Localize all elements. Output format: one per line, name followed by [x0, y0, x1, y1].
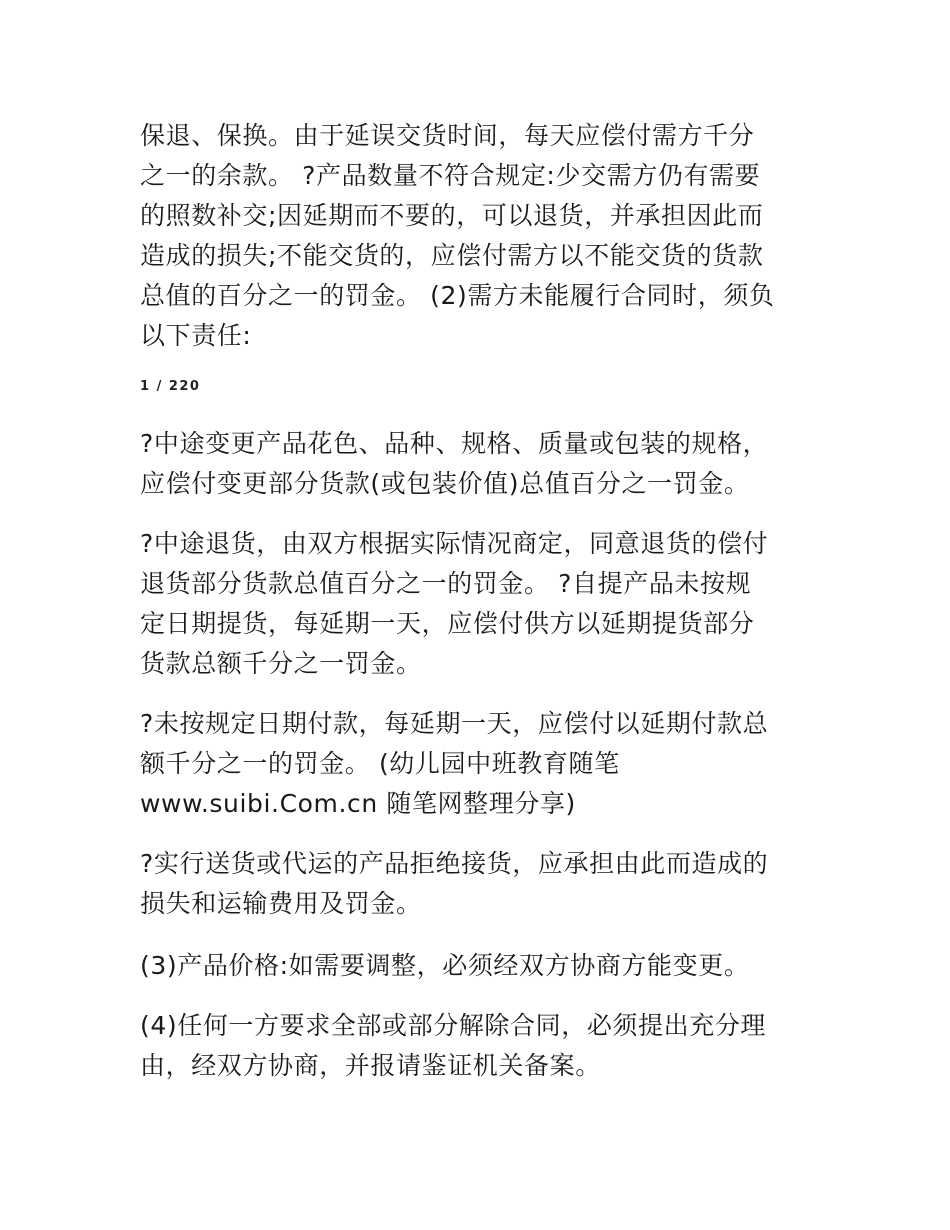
text-line: ?中途变更产品花色、品种、规格、质量或包装的规格， [140, 429, 769, 458]
text-line: ?未按规定日期付款，每延期一天，应偿付以延期付款总 [140, 709, 769, 738]
paragraph-5 [140, 844, 820, 924]
text-line: 造成的损失;不能交货的，应偿付需方以不能交货的货款 [140, 241, 764, 270]
paragraph-2 [140, 424, 820, 504]
text-line: 额千分之一的罚金。 (幼儿园中班教育随笔 [140, 749, 620, 778]
paragraph-7 [140, 1006, 820, 1086]
text-line: (4)任何一方要求全部或部分解除合同，必须提出充分理 [140, 1011, 767, 1040]
text-line: 保退、保换。由于延误交货时间，每天应偿付需方千分 [140, 121, 755, 150]
text-line: 的照数补交;因延期而不要的，可以退货，并承担因此而 [140, 201, 764, 230]
paragraph-1 [140, 116, 820, 356]
page-number: 1 / 220 [140, 379, 201, 394]
text-line: 应偿付变更部分货款(或包装价值)总值百分之一罚金。 [140, 469, 750, 498]
paragraph-3 [140, 524, 820, 684]
text-line: 以下责任: [140, 321, 252, 350]
paragraph-6 [140, 946, 820, 986]
text-line: www.suibi.Com.cn 随笔网整理分享) [140, 789, 576, 818]
text-line: 定日期提货，每延期一天，应偿付供方以延期提货部分 [140, 609, 755, 638]
paragraph-4 [140, 704, 820, 824]
text-line: (3)产品价格:如需要调整，必须经双方协商方能变更。 [140, 951, 750, 980]
text-line: 之一的余款。 ?产品数量不符合规定:少交需方仍有需要 [140, 161, 761, 190]
text-line: 损失和运输费用及罚金。 [140, 889, 422, 918]
text-line: 总值的百分之一的罚金。 (2)需方未能履行合同时，须负 [140, 281, 775, 310]
text-line: 退货部分货款总值百分之一的罚金。 ?自提产品未按规 [140, 569, 752, 598]
text-line: ?中途退货，由双方根据实际情况商定，同意退货的偿付 [140, 529, 769, 558]
text-line: ?实行送货或代运的产品拒绝接货，应承担由此而造成的 [140, 849, 769, 878]
text-line: 由，经双方协商，并报请鉴证机关备案。 [140, 1051, 601, 1080]
text-line: 货款总额千分之一罚金。 [140, 649, 422, 678]
